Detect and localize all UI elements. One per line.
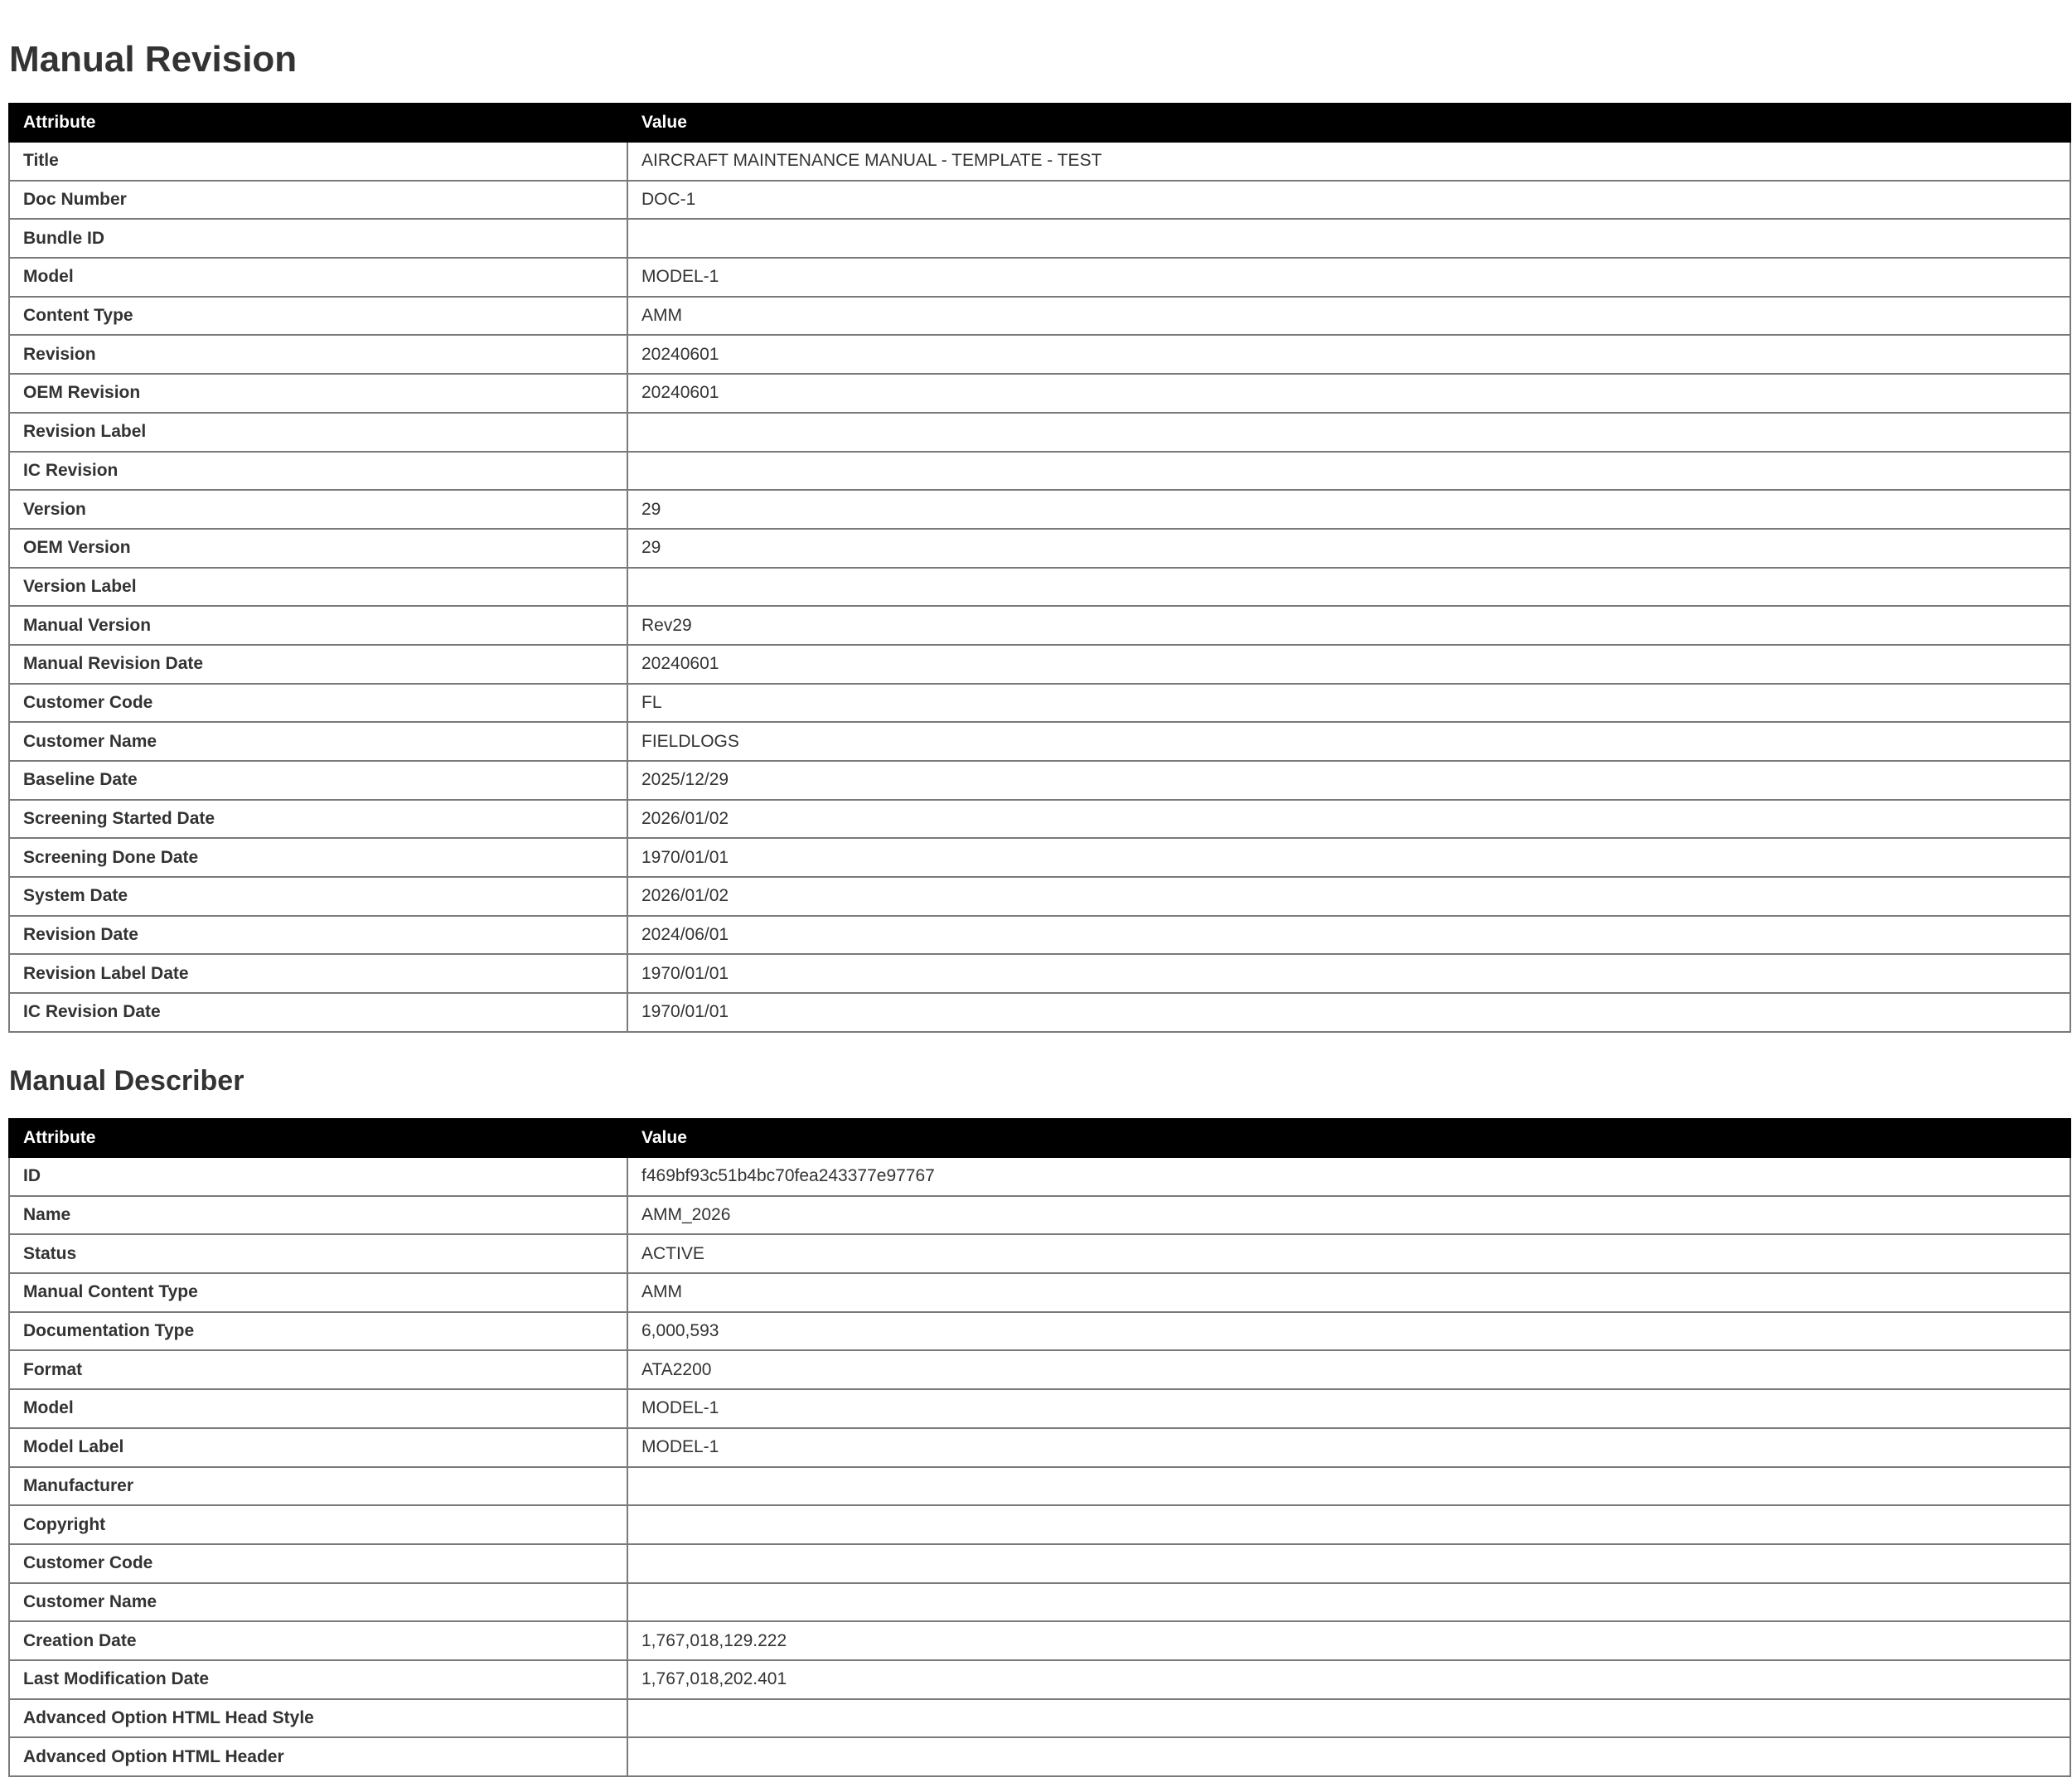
attribute-cell: Name [9,1196,627,1235]
attribute-cell: Model [9,1389,627,1428]
table-row [9,1621,2070,1660]
value-cell: DOC-1 [627,181,2070,220]
table-row [9,219,2070,258]
value-cell: ATA2200 [627,1350,2070,1389]
attribute-cell: Documentation Type [9,1312,627,1351]
value-column-header: Value [627,1119,2070,1157]
value-cell: FIELDLOGS [627,722,2070,761]
value-cell: 20240601 [627,645,2070,684]
table-row [9,452,2070,491]
attribute-cell: Revision Label Date [9,954,627,993]
manual-describer-title: Manual Describer [9,1065,244,1097]
attribute-cell: Content Type [9,297,627,336]
attribute-cell: Last Modification Date [9,1660,627,1699]
value-cell [627,1544,2070,1583]
attribute-cell: Model Label [9,1428,627,1467]
attribute-cell: OEM Version [9,529,627,568]
attribute-cell: Doc Number [9,181,627,220]
value-cell: MODEL-1 [627,1389,2070,1428]
table-row [9,1583,2070,1622]
attribute-cell: Manufacturer [9,1467,627,1506]
value-cell: 29 [627,529,2070,568]
table-row [9,877,2070,916]
value-cell: 1970/01/01 [627,993,2070,1032]
value-cell [627,219,2070,258]
attribute-cell: Revision Label [9,413,627,452]
attribute-cell: IC Revision [9,452,627,491]
value-cell: FL [627,684,2070,723]
table-row [9,1389,2070,1428]
value-cell: AMM [627,1273,2070,1312]
manual-revision-table [8,103,2071,1033]
table-row [9,258,2070,297]
table-row [9,1273,2070,1312]
table-row [9,838,2070,877]
attribute-cell: Screening Done Date [9,838,627,877]
attribute-cell: Customer Code [9,1544,627,1583]
table-row [9,606,2070,645]
value-cell: 2026/01/02 [627,877,2070,916]
value-cell: 1970/01/01 [627,838,2070,877]
value-cell [627,413,2070,452]
attribute-cell: Manual Version [9,606,627,645]
value-cell [627,1699,2070,1738]
value-column-header: Value [627,104,2070,142]
value-cell: 2026/01/02 [627,800,2070,839]
value-cell: AIRCRAFT MAINTENANCE MANUAL - TEMPLATE - TEST [627,142,2070,181]
attribute-cell: Bundle ID [9,219,627,258]
attribute-cell: Revision Date [9,916,627,955]
table-row [9,413,2070,452]
attribute-cell: Copyright [9,1505,627,1544]
table-row [9,1234,2070,1273]
table-row [9,722,2070,761]
value-cell: 20240601 [627,374,2070,413]
table-row [9,993,2070,1032]
table-header-row [9,104,2070,142]
attribute-cell: ID [9,1157,627,1196]
table-row [9,297,2070,336]
manual-describer-table [8,1118,2071,1777]
attribute-column-header: Attribute [9,1119,627,1157]
attribute-cell: Version Label [9,568,627,607]
table-row [9,1428,2070,1467]
value-cell: Rev29 [627,606,2070,645]
attribute-cell: Advanced Option HTML Header [9,1737,627,1776]
value-cell: 1970/01/01 [627,954,2070,993]
attribute-cell: Advanced Option HTML Head Style [9,1699,627,1738]
manual-describer-body [9,1157,2070,1776]
value-cell: ACTIVE [627,1234,2070,1273]
attribute-column-header: Attribute [9,104,627,142]
attribute-cell: Format [9,1350,627,1389]
table-row [9,1312,2070,1351]
attribute-cell: Model [9,258,627,297]
table-row [9,916,2070,955]
value-cell [627,1737,2070,1776]
attribute-cell: Customer Name [9,1583,627,1622]
table-row [9,1157,2070,1196]
attribute-cell: Baseline Date [9,761,627,800]
value-cell: 2025/12/29 [627,761,2070,800]
manual-revision-title: Manual Revision [9,39,298,80]
manual-revision-body [9,142,2070,1032]
attribute-cell: IC Revision Date [9,993,627,1032]
table-row [9,1196,2070,1235]
table-row [9,1350,2070,1389]
value-cell [627,1583,2070,1622]
value-cell [627,1505,2070,1544]
value-cell [627,568,2070,607]
table-row [9,800,2070,839]
table-row [9,645,2070,684]
table-header-row [9,1119,2070,1157]
value-cell: 6,000,593 [627,1312,2070,1351]
table-row [9,490,2070,529]
value-cell [627,452,2070,491]
attribute-cell: System Date [9,877,627,916]
value-cell: MODEL-1 [627,258,2070,297]
value-cell: f469bf93c51b4bc70fea243377e97767 [627,1157,2070,1196]
table-row [9,142,2070,181]
table-row [9,1467,2070,1506]
value-cell: 1,767,018,202.401 [627,1660,2070,1699]
table-row [9,684,2070,723]
attribute-cell: Status [9,1234,627,1273]
table-row [9,1505,2070,1544]
table-row [9,761,2070,800]
value-cell: MODEL-1 [627,1428,2070,1467]
table-row [9,1699,2070,1738]
value-cell: AMM [627,297,2070,336]
value-cell: 20240601 [627,335,2070,374]
table-row [9,568,2070,607]
attribute-cell: Customer Name [9,722,627,761]
table-row [9,1544,2070,1583]
attribute-cell: Creation Date [9,1621,627,1660]
attribute-cell: Manual Content Type [9,1273,627,1312]
table-row [9,374,2070,413]
table-row [9,335,2070,374]
attribute-cell: Customer Code [9,684,627,723]
value-cell: 1,767,018,129.222 [627,1621,2070,1660]
table-row [9,1737,2070,1776]
value-cell [627,1467,2070,1506]
table-row [9,1660,2070,1699]
value-cell: AMM_2026 [627,1196,2070,1235]
value-cell: 2024/06/01 [627,916,2070,955]
table-row [9,181,2070,220]
attribute-cell: Revision [9,335,627,374]
value-cell: 29 [627,490,2070,529]
table-row [9,954,2070,993]
attribute-cell: Screening Started Date [9,800,627,839]
attribute-cell: OEM Revision [9,374,627,413]
table-row [9,529,2070,568]
attribute-cell: Title [9,142,627,181]
attribute-cell: Version [9,490,627,529]
attribute-cell: Manual Revision Date [9,645,627,684]
